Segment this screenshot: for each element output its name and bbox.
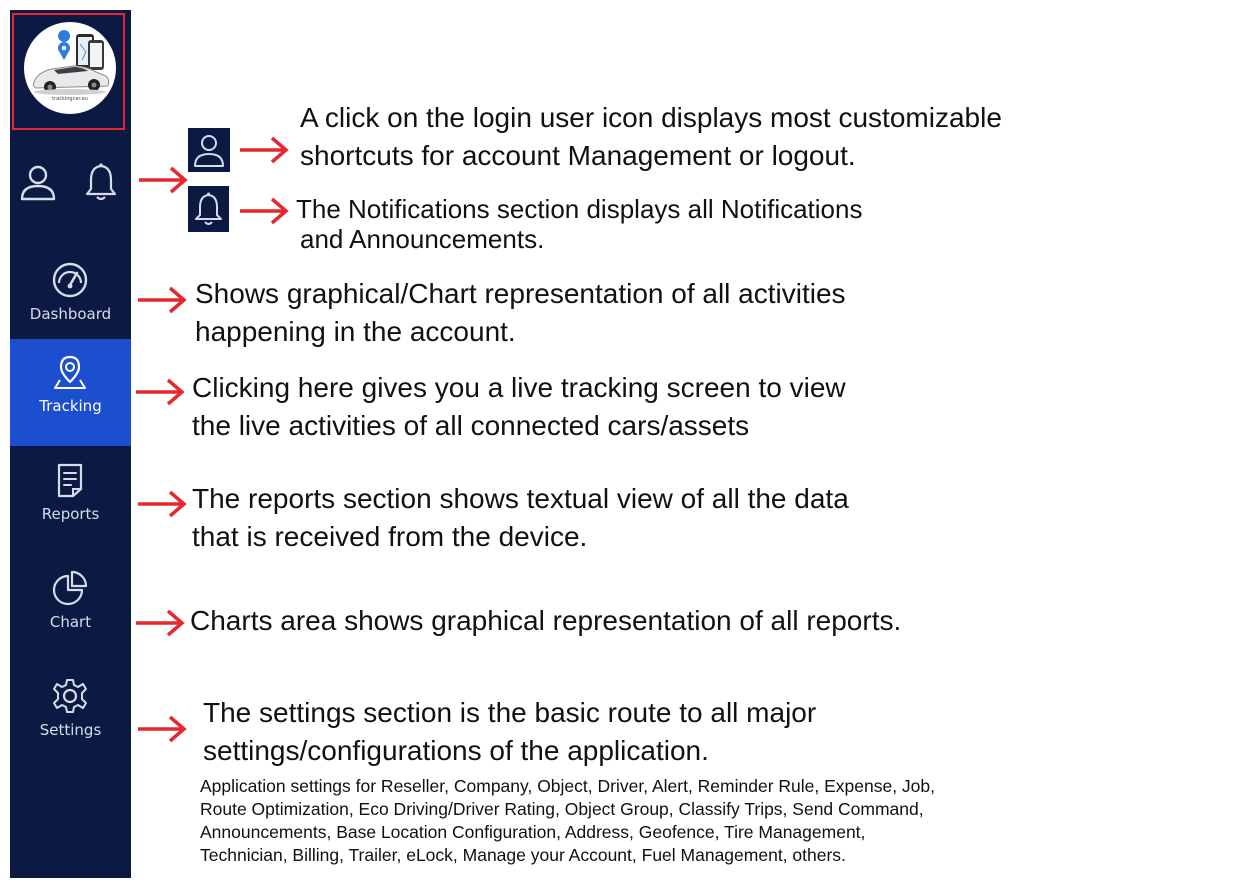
speedometer-icon bbox=[51, 261, 89, 299]
note-tracking-line1: Clicking here gives you a live tracking screen to view bbox=[192, 372, 846, 403]
note-settings-line2: settings/configurations of the application. bbox=[203, 735, 709, 766]
logo-caption: trackingcar.eu bbox=[52, 96, 88, 102]
sidebar bbox=[10, 10, 131, 878]
note-tracking-line2: the live activities of all connected cars/assets bbox=[192, 410, 750, 441]
nav-label-dashboard: Dashboard bbox=[29, 305, 112, 323]
nav-item-reports[interactable] bbox=[10, 447, 131, 554]
user-icon bbox=[188, 128, 230, 172]
note-settings-detail4: Technician, Billing, Trailer, eLock, Manage your Account, Fuel Management, others. bbox=[200, 845, 846, 865]
arrow-icon bbox=[137, 160, 189, 200]
nav-item-settings[interactable] bbox=[10, 663, 131, 770]
note-reports-line1: The reports section shows textual view of all the data bbox=[192, 483, 849, 514]
arrow-icon bbox=[136, 283, 188, 317]
note-dashboard-line1: Shows graphical/Chart representation of all activities bbox=[195, 278, 846, 309]
note-reports-line2: that is received from the device. bbox=[192, 521, 588, 552]
note-chart-line1: Charts area shows graphical representation of all reports. bbox=[190, 605, 902, 636]
document-icon bbox=[51, 461, 89, 499]
note-settings-line1: The settings section is the basic route to all major bbox=[203, 697, 817, 728]
bell-icon[interactable] bbox=[84, 162, 118, 202]
arrow-icon bbox=[238, 133, 290, 167]
note-dashboard-line2: happening in the account. bbox=[195, 316, 516, 347]
nav-item-tracking[interactable] bbox=[10, 339, 131, 446]
map-pin-icon bbox=[51, 353, 89, 391]
nav-label-tracking: Tracking bbox=[39, 397, 102, 415]
note-user-line2: shortcuts for account Management or logout. bbox=[300, 140, 856, 171]
arrow-icon bbox=[134, 375, 186, 409]
gear-icon bbox=[51, 677, 89, 715]
top-icons bbox=[10, 162, 131, 206]
note-settings-detail3: Announcements, Base Location Configuration, Address, Geofence, Tire Management, bbox=[200, 822, 866, 842]
arrow-icon bbox=[238, 194, 290, 228]
arrow-icon bbox=[134, 606, 186, 640]
arrow-icon bbox=[136, 712, 188, 746]
nav-item-chart[interactable] bbox=[10, 555, 131, 662]
nav-item-dashboard[interactable] bbox=[10, 247, 131, 354]
nav-label-reports: Reports bbox=[41, 505, 100, 523]
pie-chart-icon bbox=[51, 569, 89, 607]
nav-label-settings: Settings bbox=[39, 721, 102, 739]
bell-icon bbox=[188, 186, 229, 232]
user-icon-callout bbox=[188, 128, 230, 172]
note-settings-detail1: Application settings for Reseller, Company, Object, Driver, Alert, Reminder Rule, Expense, Job, bbox=[200, 776, 936, 796]
user-icon[interactable] bbox=[19, 162, 57, 202]
arrow-icon bbox=[136, 487, 188, 521]
logo[interactable] bbox=[24, 22, 116, 114]
logo-frame bbox=[12, 13, 125, 130]
note-user-line1: A click on the login user icon displays most customizable bbox=[300, 102, 1002, 133]
note-settings-detail2: Route Optimization, Eco Driving/Driver Rating, Object Group, Classify Trips, Send Command, bbox=[200, 799, 924, 819]
note-notifications-line1: The Notifications section displays all Notifications bbox=[296, 194, 863, 224]
note-notifications-line2: and Announcements. bbox=[300, 224, 545, 254]
bell-icon-callout bbox=[188, 186, 229, 232]
nav-label-chart: Chart bbox=[49, 613, 92, 631]
